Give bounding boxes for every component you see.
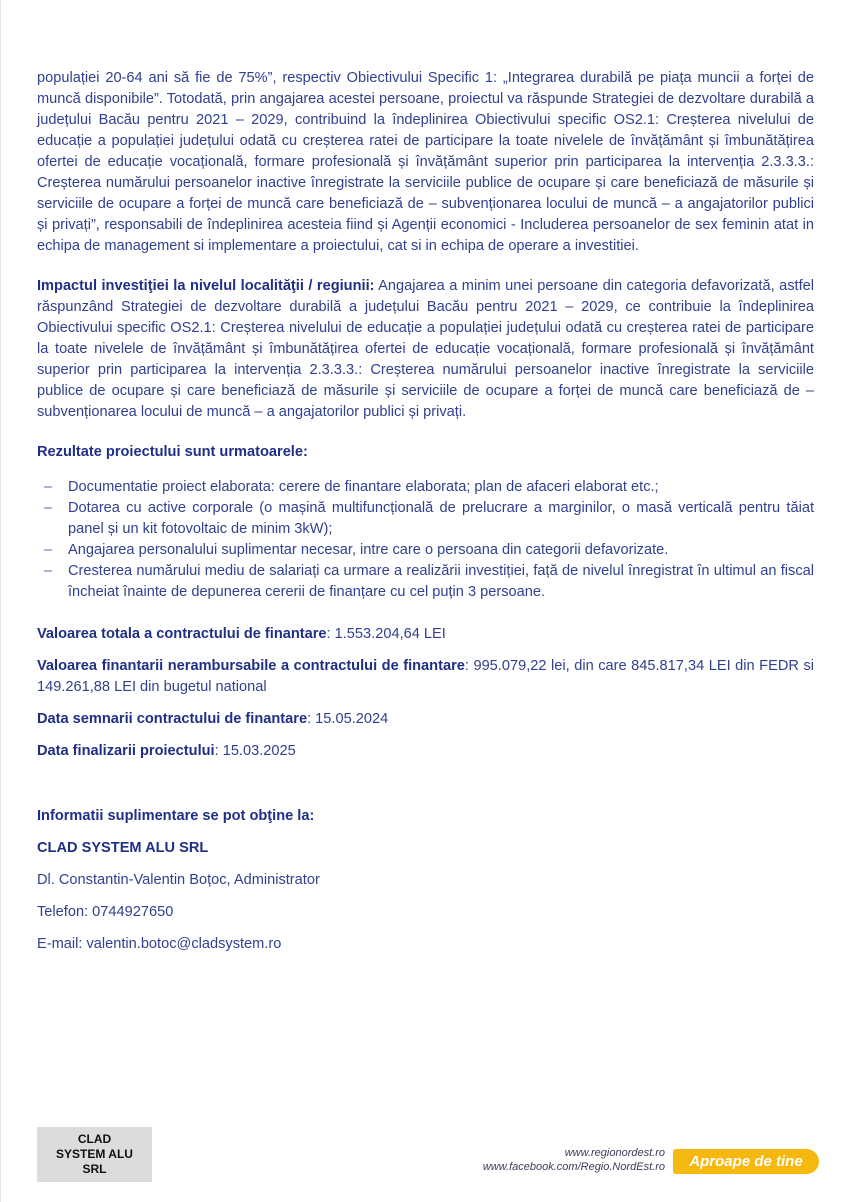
end-date-value: : 15.03.2025 — [214, 743, 296, 759]
company-logo: CLAD SYSTEM ALU SRL — [37, 1127, 152, 1182]
dash-bullet-icon: – — [44, 500, 53, 516]
grant-value-label: Valoarea finantarii nerambursabile a contractului de finantare — [37, 658, 465, 674]
impact-label: Impactul investiţiei la nivelul localităţii / regiunii: — [37, 278, 375, 294]
list-item: – Documentatie proiect elaborata: cerere de finantare elaborata; plan de afaceri elaborat etc.; — [37, 477, 814, 498]
page-edge — [0, 0, 1, 1202]
impact-paragraph — [37, 276, 814, 423]
grant-value-line — [37, 656, 814, 698]
list-item: – Cresterea numărului mediu de salariați ca urmare a realizării investiției, față de nivelul înregistrat în ultimul an fiscal încheiat înainte de depunerea cererii de finanțare cu cel puțin 3 persoane. — [44, 563, 814, 600]
company-name: CLAD SYSTEM ALU SRL — [37, 840, 209, 856]
slogan-badge: Aproape de tine — [673, 1149, 819, 1174]
contact-heading: Informatii suplimentare se pot obţine la: — [37, 808, 315, 824]
intro-paragraph: populației 20-64 ani să fie de 75%”, respectiv Obiectivului Specific 1: „Integrarea durabilă pe piața muncii a forței de muncă disponibile”. Totodată, prin angajarea acestei persoane, proiectul va răspunde Strategiei de dezvoltare durabilă a județului Bacău pentru 2021 – 2029, contribuind la îndeplinirea Obiectivului specific OS2.1: Creșterea nivelului de educație a populației județului odată cu creșterea ratei de participare la toate nivelele de învățământ și îmbunătățirea ofertei de educație vocațională, formare profesională și învățământ superior prin participarea la intervenția 2.3.3.3.: Creșterea numărului persoanelor inactive înregistrate la serviciile publice de ocupare și care beneficiază de măsurile și serviciile de ocupare a forței de muncă care beneficiază de – subvenționarea locului de muncă – a angajatorilor publici și privați”, responsabili de îndeplinirea acesteia fiind și Agenții economici - Includerea persoanelor de sex feminin atat in echipa de management si implementare a proiectului, cat si in echipa de operare a investitiei. — [37, 70, 814, 254]
impact-text: Angajarea a minim unei persoane din categoria defavorizată, astfel răspunzând Strategiei de dezvoltare durabilă a județului Bacău pentru 2021 – 2029, ce contribuie la îndeplinirea Obiectivului specific OS2.1: Creșterea nivelului de educație a populației județului odată cu creșterea ratei de participare la toate nivelele de învățământ și îmbunătățirea ofertei de educație vocațională, formare profesională și învățământ superior prin participarea la intervenția 2.3.3.3.: Creșterea numărului persoanelor inactive înregistrate la serviciile publice de ocupare și care beneficiază de măsurile și serviciile de ocupare a forței de muncă care beneficiază de – subvenționarea locului de muncă – a angajatorilor publici și privați. — [37, 278, 814, 420]
total-value-label: Valoarea totala a contractului de finantare — [37, 626, 327, 642]
footer-links — [483, 1146, 665, 1174]
dash-bullet-icon: – — [44, 542, 53, 558]
results-heading: Rezultate proiectului sunt urmatoarele: — [37, 444, 308, 460]
contact-phone: Telefon: 0744927650 — [37, 904, 174, 920]
contact-email: E-mail: valentin.botoc@cladsystem.ro — [37, 936, 282, 952]
list-item: – Dotarea cu active corporale (o mașină multifuncțională de prelucrare a marginilor, o masă verticală pentru tăiat panel și un kit fotovoltaic de minim 3kW); — [44, 500, 814, 537]
end-date-label: Data finalizarii proiectului — [37, 743, 215, 759]
dash-bullet-icon: – — [44, 563, 53, 579]
total-value-line — [37, 624, 814, 645]
end-date-line — [37, 741, 814, 762]
results-list — [37, 477, 814, 603]
grant-value: : 995.079,22 lei, din care 845.817,34 LEI din FEDR si 149.261,88 LEI din bugetul national — [37, 658, 814, 695]
sign-date-value: : 15.05.2024 — [307, 711, 389, 727]
website-link[interactable]: www.regionordest.ro — [564, 1147, 665, 1159]
sign-date-line — [37, 709, 814, 730]
list-item: – Angajarea personalului suplimentar necesar, intre care o persoana din categorii defavorizate. — [37, 540, 814, 561]
total-value: : 1.553.204,64 LEI — [326, 626, 446, 642]
contact-person: Dl. Constantin-Valentin Boțoc, Administrator — [37, 872, 320, 888]
sign-date-label: Data semnarii contractului de finantare — [37, 711, 308, 727]
facebook-link[interactable]: www.facebook.com/Regio.NordEst.ro — [482, 1161, 665, 1173]
document-body — [37, 68, 814, 955]
dash-bullet-icon: – — [44, 479, 53, 495]
